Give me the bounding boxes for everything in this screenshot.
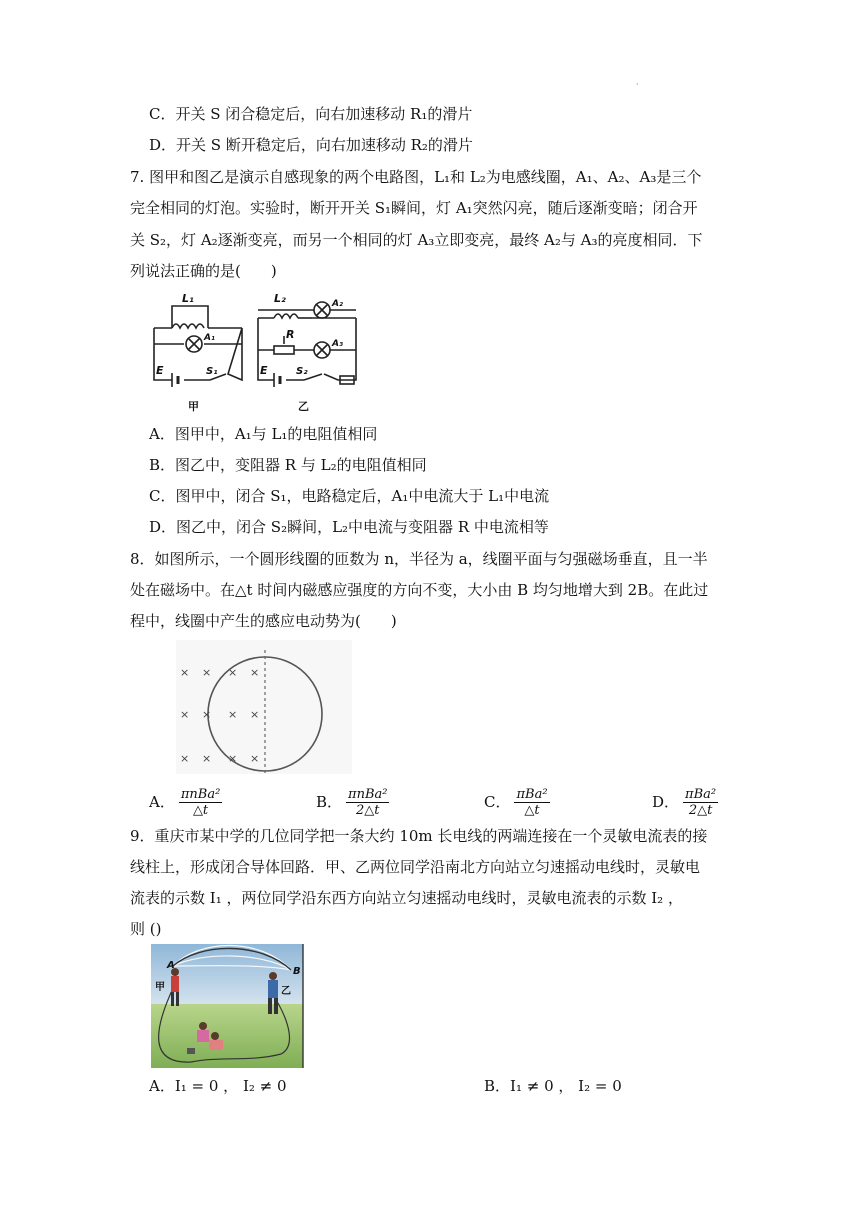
svg-text:×: × — [228, 666, 238, 679]
q9-rope-swinging-figure — [151, 944, 305, 1068]
svg-text:×: × — [228, 708, 238, 721]
q8-option-d: D． $\frac{\text{πBa²}}{2\triangle t}$ — [652, 786, 717, 818]
svg-text:×: × — [180, 666, 190, 679]
q8-option-a: A． $\frac{\text{πnBa²}}{\triangle t}$ — [149, 786, 221, 818]
label-E1: E — [156, 364, 164, 377]
q7-stem-line-1: 7. 图甲和图乙是演示自感现象的两个电路图，L₁和 L₂为电感线圈，A₁、A₂、A₃是三个 — [130, 168, 702, 186]
label-A3: A₃ — [332, 339, 343, 349]
q8-stem-line-1: 8．如图所示，一个圆形线圈的匝数为 n，半径为 a，线圈平面与匀强磁场垂直，且一半 — [130, 550, 708, 568]
label-L1: L₁ — [182, 292, 194, 305]
q8-stem-line-3: 程中，线圈中产生的感应电动势为( ) — [130, 612, 397, 630]
q7-circuit-figure — [146, 288, 366, 418]
label-A: A — [167, 960, 175, 971]
q9-stem-line-1: 9．重庆市某中学的几位同学把一条大约 10m 长电线的两端连接在一个灵敏电流表的接 — [130, 827, 708, 845]
q8-b-numerator: πnBa² — [348, 786, 388, 802]
q8-d-numerator: πBa² — [685, 786, 717, 802]
q7-option-b: B．图乙中，变阻器 R 与 L₂的电阻值相同 — [149, 456, 427, 474]
svg-text:×: × — [180, 752, 190, 765]
svg-text:×: × — [202, 708, 212, 721]
header-dot: · — [636, 80, 639, 89]
label-jia: 甲 — [155, 982, 165, 993]
label-B: B — [293, 966, 301, 977]
label-L2: L₂ — [274, 292, 286, 305]
label-A2: A₂ — [332, 299, 343, 309]
q8-a-denominator: △t — [192, 802, 209, 818]
label-yi: 乙 — [281, 986, 291, 997]
q7-option-a: A．图甲中，A₁与 L₁的电阻值相同 — [149, 425, 378, 443]
q8-a-numerator: πnBa² — [180, 786, 221, 802]
label-A1: A₁ — [204, 333, 215, 343]
q9-stem-line-4: 则 () — [130, 920, 162, 938]
svg-text:×: × — [202, 752, 212, 765]
q8-c-denominator: △t — [524, 802, 540, 818]
q6-option-d: D．开关 S 断开稳定后，向右加速移动 R₂的滑片 — [149, 136, 473, 154]
svg-text:×: × — [250, 752, 260, 765]
q9-stem-line-2: 线柱上，形成闭合导体回路．甲、乙两位同学沿南北方向站立匀速摇动电线时，灵敏电 — [130, 858, 701, 876]
q8-option-c: C． $\frac{\text{πBa²}}{\triangle t}$ — [484, 786, 548, 818]
label-S2: S₂ — [296, 366, 308, 377]
q8-magnetic-field-figure — [176, 640, 352, 774]
q8-d-denominator: 2△t — [688, 802, 713, 818]
svg-text:×: × — [250, 708, 260, 721]
q7-option-d: D．图乙中，闭合 S₂瞬间，L₂中电流与变阻器 R 中电流相等 — [149, 518, 549, 536]
svg-text:×: × — [250, 666, 260, 679]
q8-b-denominator: 2△t — [356, 802, 380, 818]
q8-stem-line-2: 处在磁场中。在△t 时间内磁感应强度的方向不变，大小由 B 均匀地增大到 2B。在此过 — [130, 581, 709, 599]
q7-option-c: C．图甲中，闭合 S₁，电路稳定后，A₁中电流大于 L₁中电流 — [149, 487, 550, 505]
label-E2: E — [260, 364, 268, 377]
q9-option-a: A．I₁ = 0 ， I₂ ≠ 0 — [149, 1077, 287, 1095]
caption-jia: 甲 — [188, 400, 199, 413]
caption-yi: 乙 — [298, 400, 309, 413]
q8-c-numerator: πBa² — [516, 786, 548, 802]
label-R: R — [286, 328, 295, 341]
q7-stem-line-3: 关 S₂，灯 A₂逐渐变亮，而另一个相同的灯 A₃立即变亮，最终 A₂与 A₃的亮度相同．下 — [130, 231, 703, 249]
q7-stem-line-4: 列说法正确的是( ) — [130, 262, 277, 280]
q6-option-c: C．开关 S 闭合稳定后，向右加速移动 R₁的滑片 — [149, 105, 473, 123]
svg-text:×: × — [180, 708, 190, 721]
svg-text:×: × — [228, 752, 238, 765]
q7-stem-line-2: 完全相同的灯泡。实验时，断开开关 S₁瞬间，灯 A₁突然闪亮，随后逐渐变暗；闭合开 — [130, 199, 698, 217]
q8-option-b: B． $\frac{\text{πnBa²}}{2\triangle t}$ — [316, 786, 388, 818]
label-S1: S₁ — [206, 366, 218, 377]
q9-stem-line-3: 流表的示数 I₁ ，两位同学沿东西方向站立匀速摇动电线时，灵敏电流表的示数 I₂ ， — [130, 889, 683, 907]
q9-option-b: B．I₁ ≠ 0 ， I₂ = 0 — [484, 1077, 622, 1095]
svg-text:×: × — [202, 666, 212, 679]
